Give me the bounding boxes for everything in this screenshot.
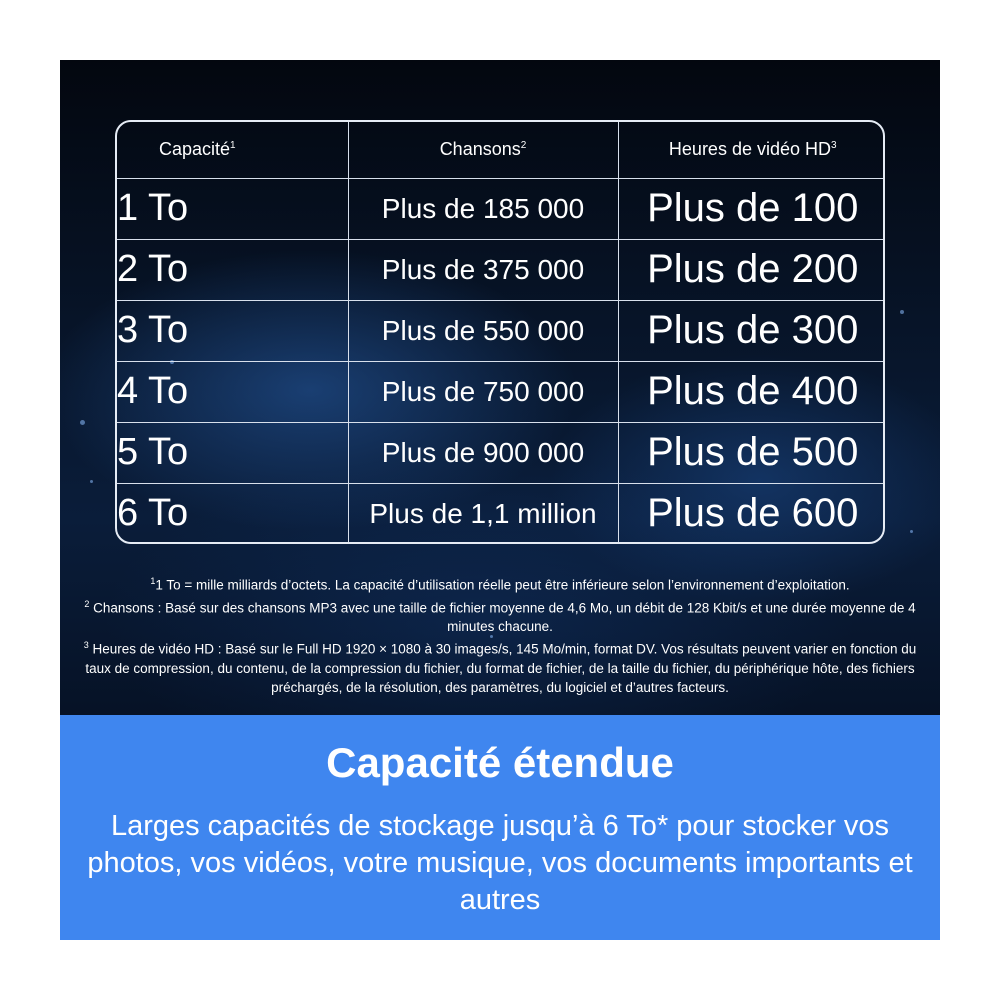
capacity-cell: 2 To bbox=[117, 239, 348, 300]
footnotes bbox=[80, 572, 920, 697]
video-hours-cell: Plus de 300 bbox=[618, 300, 885, 361]
table-row bbox=[117, 361, 885, 422]
background-sparkle bbox=[900, 310, 904, 314]
capacity-cell: 5 To bbox=[117, 422, 348, 483]
songs-cell: Plus de 550 000 bbox=[348, 300, 618, 361]
background-sparkle bbox=[80, 420, 85, 425]
table-row bbox=[117, 483, 885, 544]
footnote-capacity: $^1$1 To = mille milliards d’octets. La capacité d’utilisation réelle peut être inférieure selon l’environnement d’exploitation. bbox=[150, 576, 850, 593]
songs-cell: Plus de 375 000 bbox=[348, 239, 618, 300]
footnote-songs: $^2$ Chansons : Basé sur des chansons MP3 avec une taille de fichier moyenne de 4,6 Mo, un débit de 128 Kbit/s et une durée moyenne de 4 minutes chacune. bbox=[84, 598, 916, 634]
table-row bbox=[117, 178, 885, 239]
background-sparkle bbox=[90, 480, 93, 483]
video-hours-cell: Plus de 400 bbox=[618, 361, 885, 422]
capacity-table bbox=[115, 120, 885, 544]
table-row bbox=[117, 300, 885, 361]
banner-title: Capacité étendue bbox=[326, 739, 674, 786]
video-hours-cell: Plus de 500 bbox=[618, 422, 885, 483]
capacity-cell: 6 To bbox=[117, 483, 348, 544]
header-video: Heures de vidéo $HD^3$ bbox=[618, 122, 885, 178]
capacity-cell: 1 To bbox=[117, 178, 348, 239]
footnote-video: $^3$ Heures de vidéo HD : Basé sur le Full HD 1920 × 1080 à 30 images/s, 145 Mo/min, format DV. Vos résultats peuvent varier en fonction du taux de compression, du contenu, de la compression du fichier, du format de fichier, de la taille du fichier, du périphérique hôte, des fichiers préchargés, de la résolution, des paramètres, du logiciel et d’autres facteurs. bbox=[83, 640, 917, 695]
songs-cell: Plus de 750 000 bbox=[348, 361, 618, 422]
table-header-row bbox=[117, 122, 885, 178]
feature-banner bbox=[60, 715, 940, 940]
banner-description: Larges capacités de stockage jusqu’à 6 To* pour stocker vos photos, vos vidéos, votre musique, vos documents importants et autres bbox=[87, 810, 913, 916]
table-row bbox=[117, 239, 885, 300]
capacity-cell: 4 To bbox=[117, 361, 348, 422]
songs-cell: Plus de 900 000 bbox=[348, 422, 618, 483]
capacity-panel bbox=[60, 60, 940, 715]
product-infographic bbox=[60, 60, 940, 940]
table-row bbox=[117, 422, 885, 483]
capacity-table-grid bbox=[117, 122, 885, 544]
header-capacity: Capacité$^1$ bbox=[117, 122, 348, 178]
video-hours-cell: Plus de 200 bbox=[618, 239, 885, 300]
video-hours-cell: Plus de 600 bbox=[618, 483, 885, 544]
video-hours-cell: Plus de 100 bbox=[618, 178, 885, 239]
background-sparkle bbox=[910, 530, 913, 533]
capacity-cell: 3 To bbox=[117, 300, 348, 361]
songs-cell: Plus de 185 000 bbox=[348, 178, 618, 239]
header-songs: Chansons$^2$ bbox=[348, 122, 618, 178]
songs-cell: Plus de 1,1 million bbox=[348, 483, 618, 544]
